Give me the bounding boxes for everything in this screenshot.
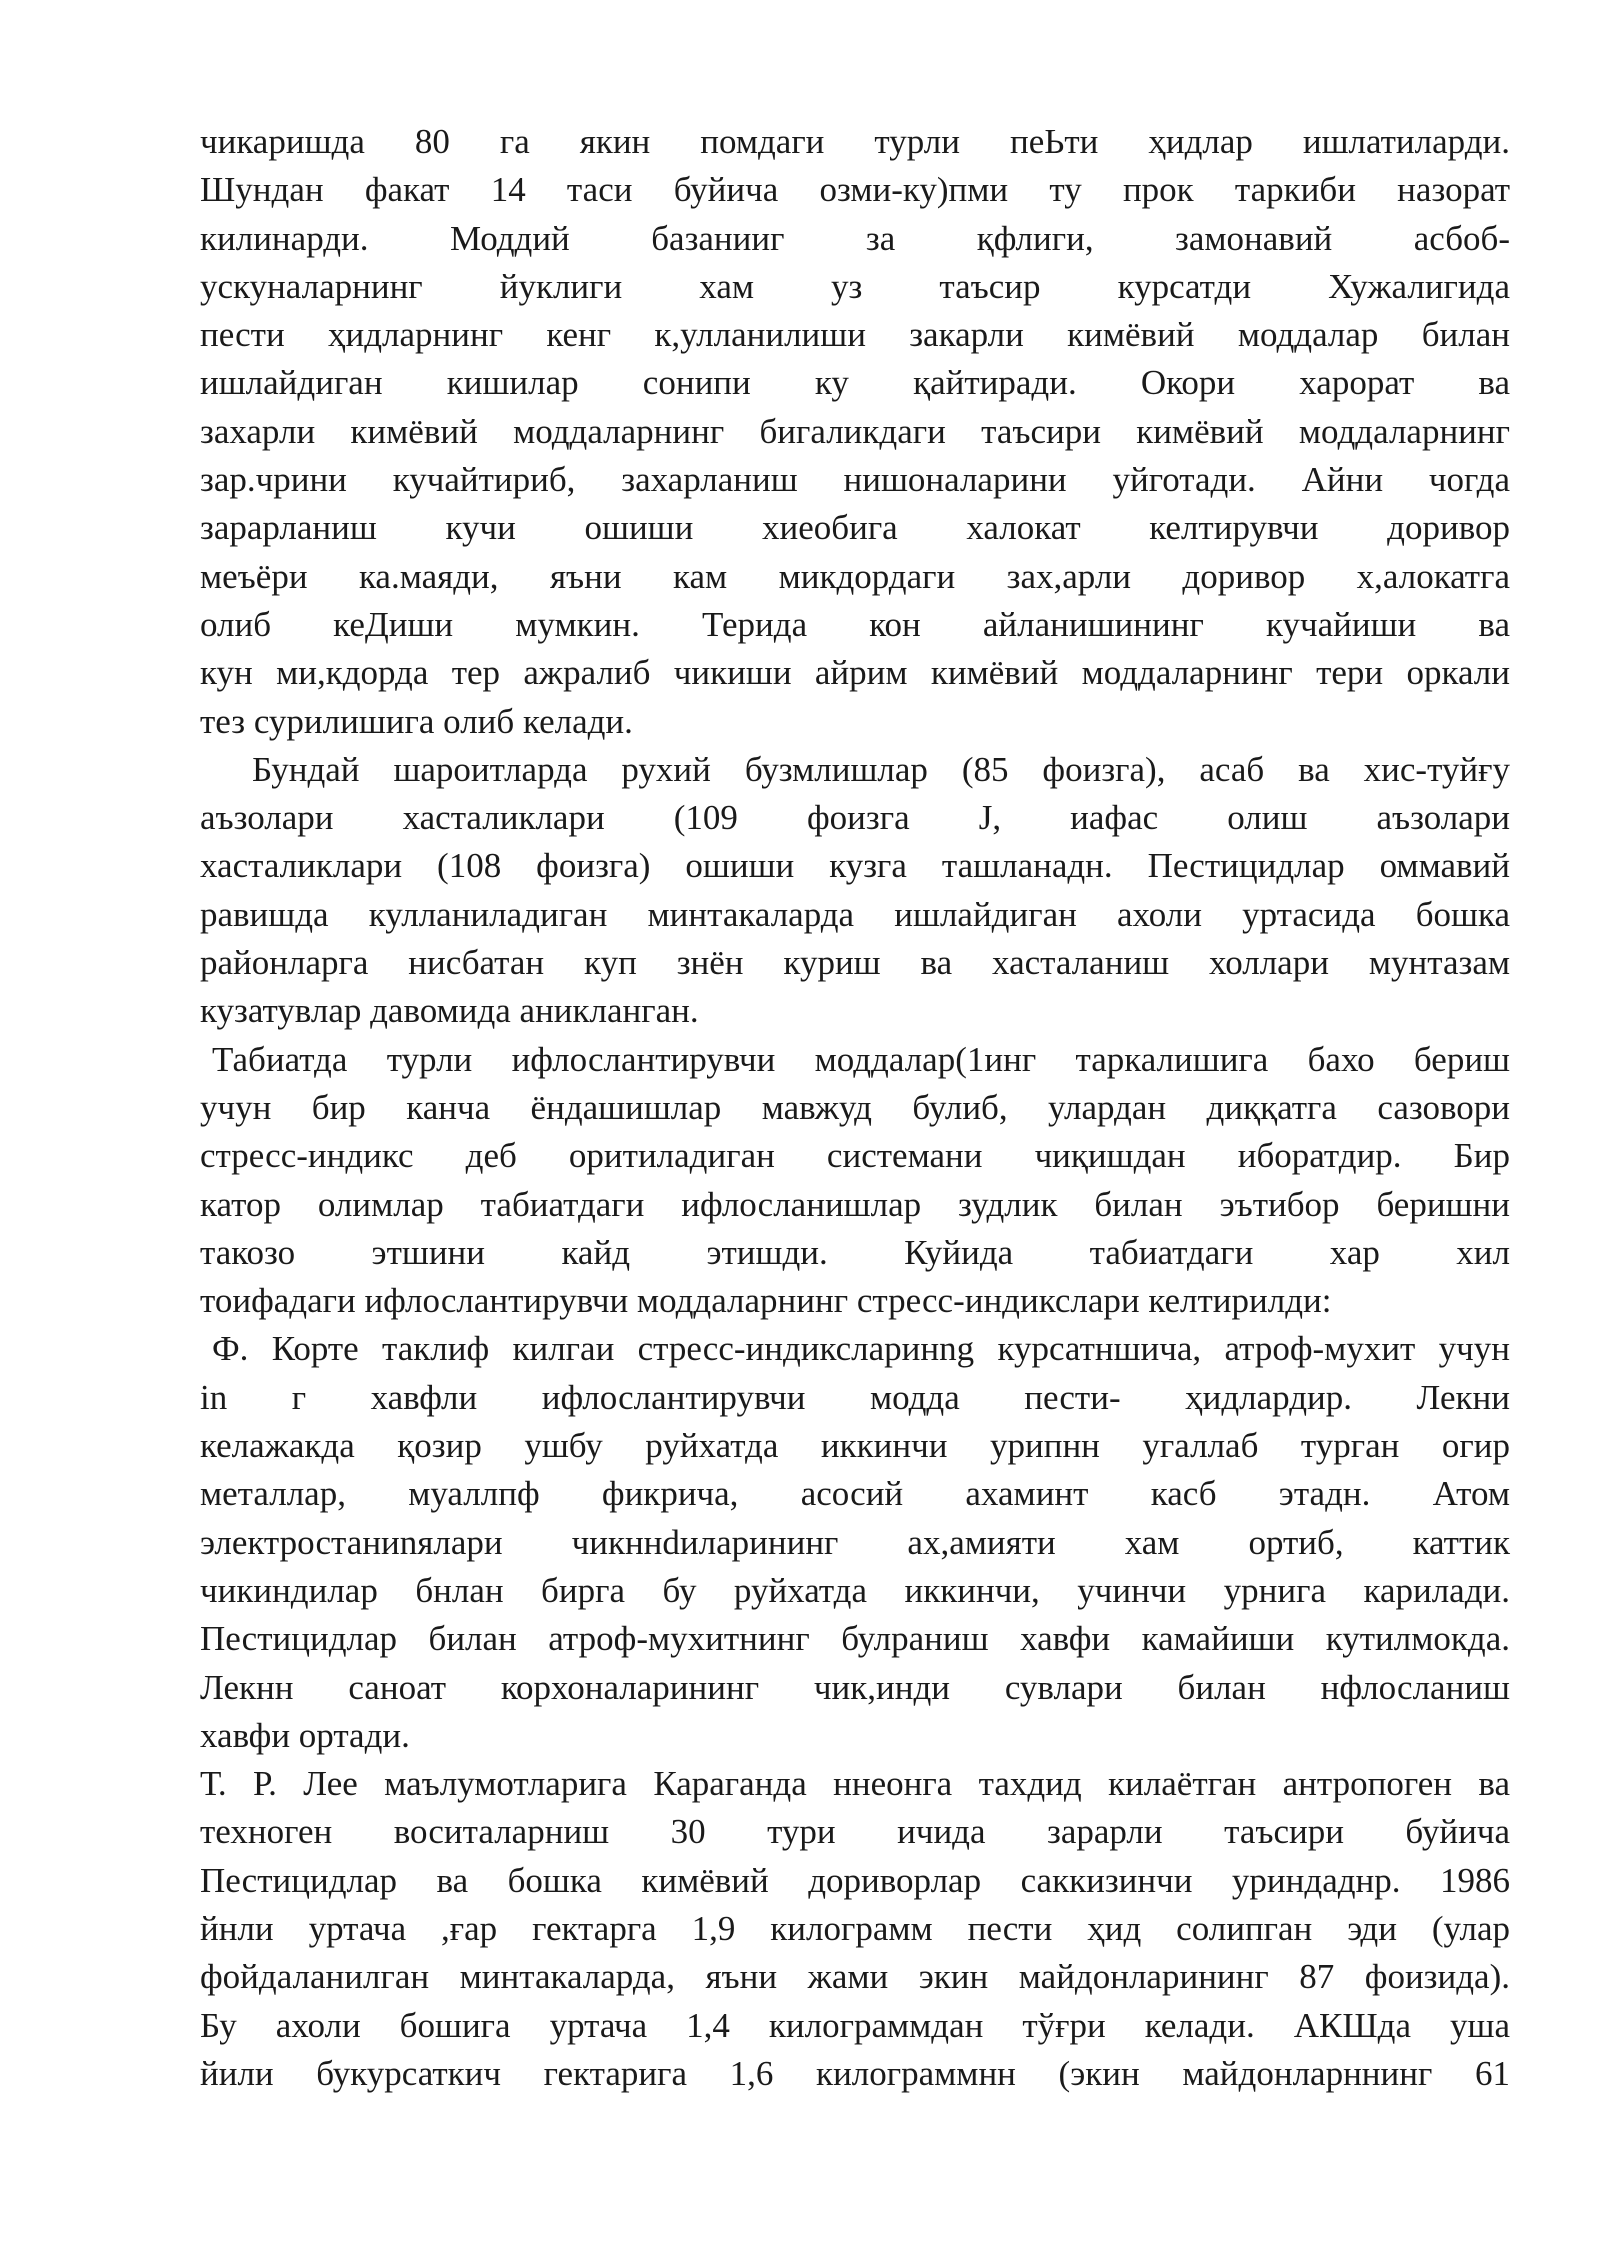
text-line: чикиндилар бнлан бирга бу руйхатда иккинчи, учинчи урнига карилади. xyxy=(200,1570,1510,1610)
text-line: пести ҳидларнинг кенг к,улланилиши закарли кимёвий моддалар билан xyxy=(200,315,1510,355)
text-line: Шундан факат 14 таси буйича озми-ку)пми ту прок таркиби назорат xyxy=(200,170,1510,210)
text-line: катор олимлар табиатдаги ифлосланишлар зудлик билан эътибор беришни xyxy=(200,1184,1510,1224)
text-line: электростаниnялари чикннdиларининг ах,амияти хам ортиб, каттик xyxy=(200,1522,1510,1562)
text-line: зарарланиш кучи ошиши хиеобига халокат келтирувчи доривор xyxy=(200,508,1510,548)
text-line: фойдаланилган минтакаларда, яъни жами экин майдонларининг 87 фоизида). xyxy=(200,1957,1510,1997)
text-line: кузатувлар давомида аникланган. xyxy=(200,991,699,1031)
text-line: стресс-индикс деб оритиладиган системани чиқишдан иборатдир. Бир xyxy=(200,1136,1510,1176)
text-line: йнли уртача ,ғар гектарга 1,9 килограмм пести ҳид солипган эди (улар xyxy=(200,1908,1510,1948)
text-line: чикаришда 80 га якин помдаги турли пеЬти ҳидлар ишлатиларди. xyxy=(200,122,1510,161)
text-line: in г хавфли ифлослантирувчи модда пести- ҳидлардир. Лекни xyxy=(200,1377,1510,1417)
text-line: йили букурсаткич гектарига 1,6 килограммнн (экин майдонларннинг 61 xyxy=(200,2053,1510,2093)
paragraph-first-line: Т. Р. Лее маълумотларига Караганда ннеонга тахдид килаётган антропоген ва xyxy=(200,1764,1510,1804)
text-line: келажакда қозир ушбу руйхатда иккинчи урипнн угаллаб турган огир xyxy=(200,1426,1510,1466)
text-line: тез сурилишига олиб келади. xyxy=(200,701,633,741)
text-line: тоифадаги ифлослантирувчи моддаларнинг стресс-индикслари келтирилди: xyxy=(200,1281,1332,1321)
text-line: кун ми,кдорда тер ажралиб чикиши айрим кимёвий моддаларнинг тери оркали xyxy=(200,653,1510,693)
text-line: Бу ахоли бошига уртача 1,4 килограммдан тўғри келади. АКШда уша xyxy=(200,2005,1510,2045)
text-line: хавфи ортади. xyxy=(200,1715,410,1755)
body-text xyxy=(200,118,1510,2098)
paragraph-first-line: Бундай шароитларда рухий бузмлишлар (85 фоизга), асаб ва хис-туйғу xyxy=(252,749,1510,789)
text-line: равишда кулланиладиган минтакаларда ишлайдиган ахоли уртасида бошка xyxy=(200,894,1510,934)
text-line: такозо этшини кайд этишди. Куйида табиатдаги хар хил xyxy=(200,1232,1510,1272)
text-line: хасталиклари (108 фоизга) ошиши кузга ташланадн. Пестицидлар оммавий xyxy=(200,846,1510,886)
text-line: металлар, муаллпф фикрича, асосий ахаминт касб этадн. Атом xyxy=(200,1474,1510,1514)
text-line: зар.чрини кучайтириб, захарланиш нишоналарини уйготади. Айни чогда xyxy=(200,460,1510,500)
text-line: аъзолари хасталиклари (109 фоизга J, иафас олиш аъзолари xyxy=(200,798,1510,838)
text-line: захарли кимёвий моддаларнинг бигаликдаги таъсири кимёвий моддаларнинг xyxy=(200,411,1510,451)
text-line: техноген воситаларниш 30 тури ичида зарарли таъсири буйича xyxy=(200,1812,1510,1852)
text-line: ишлайдиган кишилар сонипи ку қайтиради. Окори харорат ва xyxy=(200,363,1510,403)
text-line: учун бир канча ёндашишлар мавжуд булиб, улардан диққатга сазовори xyxy=(200,1087,1510,1127)
text-line: килинарди. Моддий базанииг за қфлиги, замонавий асбоб- xyxy=(200,218,1510,258)
paragraph-first-line: Табиатда турли ифлослантирувчи моддалар(1инг таркалишига бахо бериш xyxy=(212,1039,1510,1079)
text-line: олиб кеДиши мумкин. Терида кон айланишининг кучайиши ва xyxy=(200,604,1510,644)
text-line: Пестицидлар билан атроф-мухитнинг булраниш хавфи камайиши кутилмокда. xyxy=(200,1619,1510,1659)
text-line: ускуналарнинг йуклиги хам уз таъсир курсатди Хужалигида xyxy=(200,266,1510,306)
text-line: меъёри ка.маяди, яъни кам микдордаги зах,арли доривор х,алокатга xyxy=(200,556,1510,596)
text-line: районларга нисбатан куп знён куриш ва хасталаниш холлари мунтазам xyxy=(200,943,1510,983)
text-line: Лекнн саноат корхоналарининг чик,инди сувлари билан нфлосланиш xyxy=(200,1667,1510,1707)
paragraph-first-line: Ф. Корте таклиф килгаи стресс-индиксларинng курсатншича, атроф-мухит учун xyxy=(212,1329,1510,1369)
text-line: Пестицидлар ва бошка кимёвий дориворлар саккизинчи уриндаднр. 1986 xyxy=(200,1860,1510,1900)
